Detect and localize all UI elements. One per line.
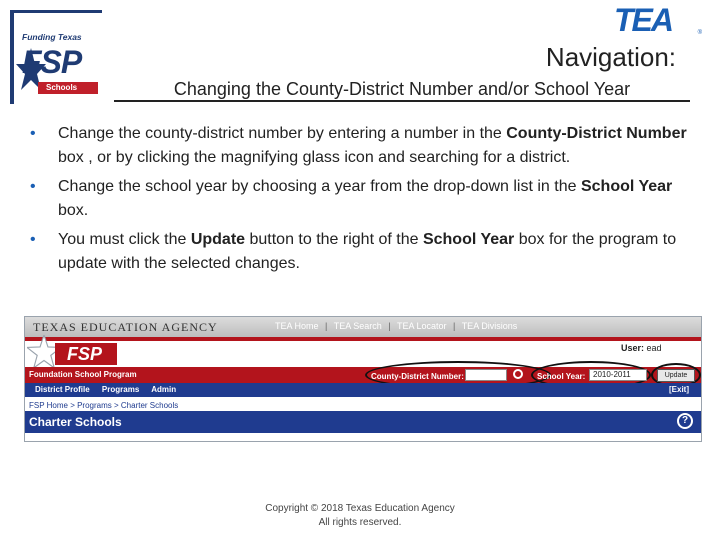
- tea-logo-text: TEA: [614, 2, 672, 38]
- user-value: ead: [646, 343, 662, 353]
- nav-separator: |: [453, 321, 456, 331]
- fsp-logo-schools: Schools: [46, 83, 78, 92]
- school-year-select[interactable]: 2010-2011: [589, 369, 647, 381]
- fsp-logo: [10, 10, 104, 106]
- nav-separator: |: [388, 321, 391, 331]
- bullet-bold-term: Update: [190, 231, 246, 248]
- menu-item-programs[interactable]: Programs: [101, 385, 140, 394]
- bullet-text: box for the program to update with the selected changes.: [58, 231, 677, 272]
- bullet-text: box , or by clicking the magnifying glass icon and searching for a district.: [58, 149, 571, 166]
- nav-link-tea-home[interactable]: TEA Home: [275, 321, 319, 331]
- user-label: User:: [621, 343, 645, 353]
- bullet-bold-term: County-District Number: [506, 125, 687, 142]
- nav-separator: |: [325, 321, 328, 331]
- logo-frame-horizontal: [10, 10, 102, 13]
- tea-logo: [614, 2, 704, 38]
- bullet-text: Change the school year by choosing a year from the drop-down list in the: [58, 178, 581, 195]
- bullet-text: Change the county-district number by entering a number in the: [58, 125, 507, 142]
- fsp-logo-tagline: Funding Texas: [22, 32, 82, 42]
- fsp-brand-text: FSP: [67, 344, 103, 364]
- nav-link-tea-divisions[interactable]: TEA Divisions: [461, 321, 518, 331]
- tea-logo-registered: ®: [697, 30, 702, 36]
- bullet-item: [30, 122, 690, 170]
- slide-title: Navigation:: [545, 42, 676, 72]
- bullet-bold-term: School Year: [580, 178, 673, 195]
- nav-link-tea-locator[interactable]: TEA Locator: [396, 321, 447, 331]
- bullet-text: You must click the: [58, 231, 191, 248]
- county-district-input[interactable]: [465, 369, 507, 381]
- program-name: Foundation School Program: [29, 370, 137, 379]
- rights-line: All rights reserved.: [318, 517, 402, 528]
- bullet-item: [30, 228, 690, 276]
- agency-nav-links: [275, 321, 521, 331]
- nav-link-tea-search[interactable]: TEA Search: [333, 321, 382, 331]
- fsp-logo-text: FSP: [22, 44, 82, 80]
- bullet-text: box.: [58, 202, 89, 219]
- logo-frame-vertical: [10, 10, 14, 104]
- school-year-label: School Year:: [537, 372, 586, 381]
- copyright-footer: [200, 502, 520, 530]
- page-title: Charter Schools: [29, 415, 122, 429]
- app-screenshot: [24, 316, 702, 442]
- page-title-bar: [25, 411, 702, 433]
- exit-link[interactable]: [Exit]: [669, 385, 689, 394]
- bullet-bold-term: School Year: [422, 231, 515, 248]
- main-menu: [35, 385, 186, 394]
- bullet-list: [30, 122, 690, 281]
- copyright-line: Copyright © 2018 Texas Education Agency: [265, 503, 455, 514]
- help-icon[interactable]: ?: [677, 413, 693, 429]
- user-info: [621, 343, 662, 353]
- agency-name: TEXAS EDUCATION AGENCY: [33, 320, 218, 334]
- menu-item-district-profile[interactable]: District Profile: [35, 385, 90, 394]
- breadcrumb[interactable]: FSP Home > Programs > Charter Schools: [29, 401, 179, 410]
- bullet-text: button to the right of the: [245, 231, 423, 248]
- update-button[interactable]: Update: [657, 369, 695, 382]
- county-district-label: County-District Number:: [371, 372, 464, 381]
- slide-subtitle: Changing the County-District Number and/or School Year: [114, 78, 690, 102]
- bullet-item: [30, 175, 690, 223]
- menu-item-admin[interactable]: Admin: [151, 385, 177, 394]
- magnifying-glass-icon[interactable]: [513, 369, 523, 379]
